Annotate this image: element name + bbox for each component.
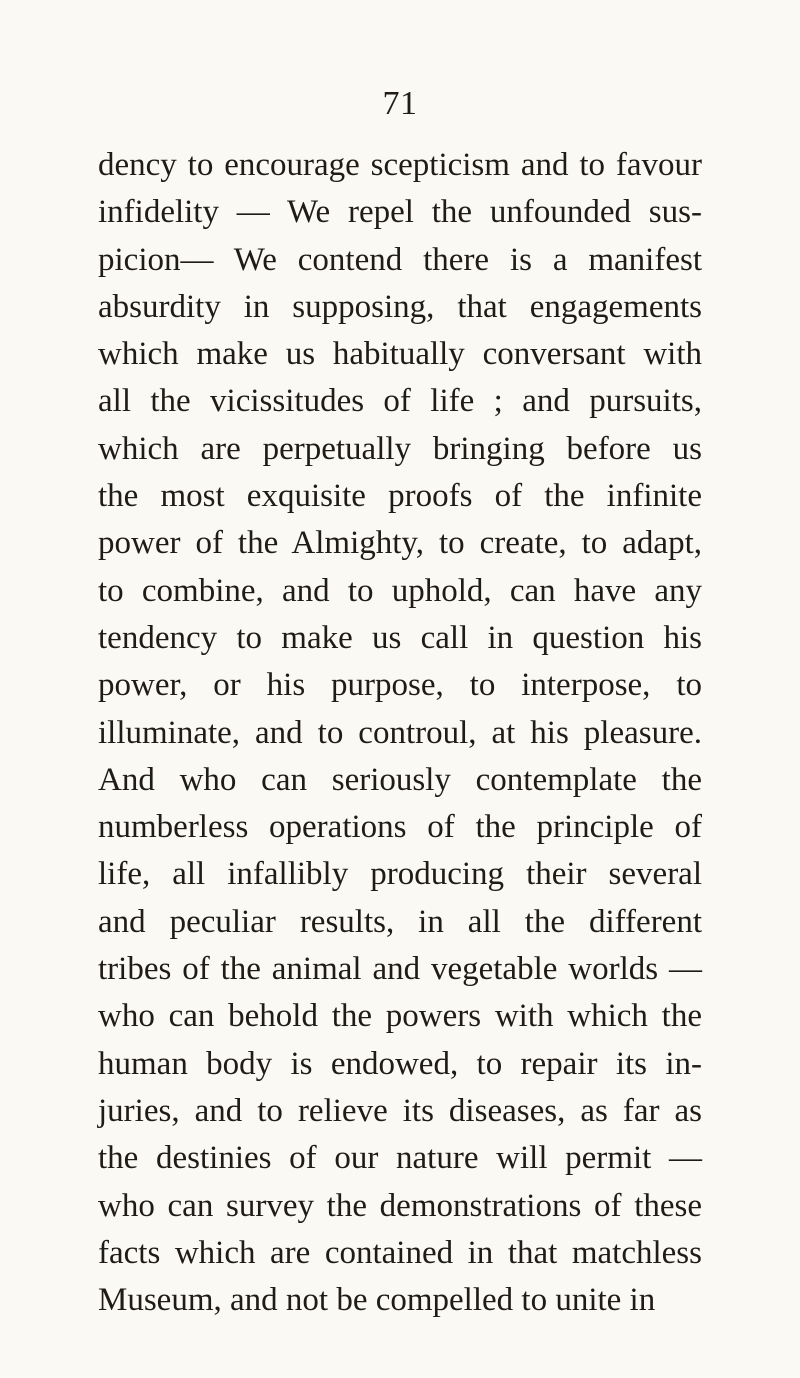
text-line: facts which are contained in that matchless <box>98 1234 702 1271</box>
text-line: who can survey the demonstrations of these <box>98 1187 702 1224</box>
text-line: Museum, and not be compelled to unite in <box>98 1282 656 1319</box>
text-line: which make us habitually conversant with <box>98 336 702 373</box>
text-line: the destinies of our nature will permit — <box>98 1140 702 1177</box>
text-line: juries, and to relieve its diseases, as far as <box>98 1092 702 1129</box>
text-line: the most exquisite proofs of the infinite <box>98 478 702 515</box>
text-line: tendency to make us call in question his <box>98 619 702 656</box>
text-line: infidelity — We repel the unfounded sus- <box>98 194 702 231</box>
text-line: power of the Almighty, to create, to adapt, <box>98 525 702 562</box>
text-line: human body is endowed, to repair its in- <box>98 1045 702 1082</box>
text-line: dency to encourage scepticism and to favour <box>98 147 702 183</box>
text-line: absurdity in supposing, that engagements <box>98 288 702 325</box>
text-line: illuminate, and to controul, at his pleasure. <box>98 714 702 751</box>
text-line: power, or his purpose, to interpose, to <box>98 667 702 704</box>
text-line: tribes of the animal and vegetable worlds — <box>98 951 702 988</box>
text-line: And who can seriously contemplate the <box>98 761 702 798</box>
page-number: 71 <box>382 85 418 122</box>
text-line: numberless operations of the principle of <box>98 809 702 846</box>
text-line: and peculiar results, in all the different <box>98 903 702 940</box>
text-line: to combine, and to uphold, can have any <box>98 572 702 609</box>
text-line: picion— We contend there is a manifest <box>98 241 702 278</box>
text-line: which are perpetually bringing before us <box>98 430 702 467</box>
text-line: who can behold the powers with which the <box>98 998 702 1035</box>
body-text <box>98 142 702 1324</box>
text-line: life, all infallibly producing their several <box>98 856 702 893</box>
text-line: all the vicissitudes of life ; and pursuits, <box>98 383 702 420</box>
